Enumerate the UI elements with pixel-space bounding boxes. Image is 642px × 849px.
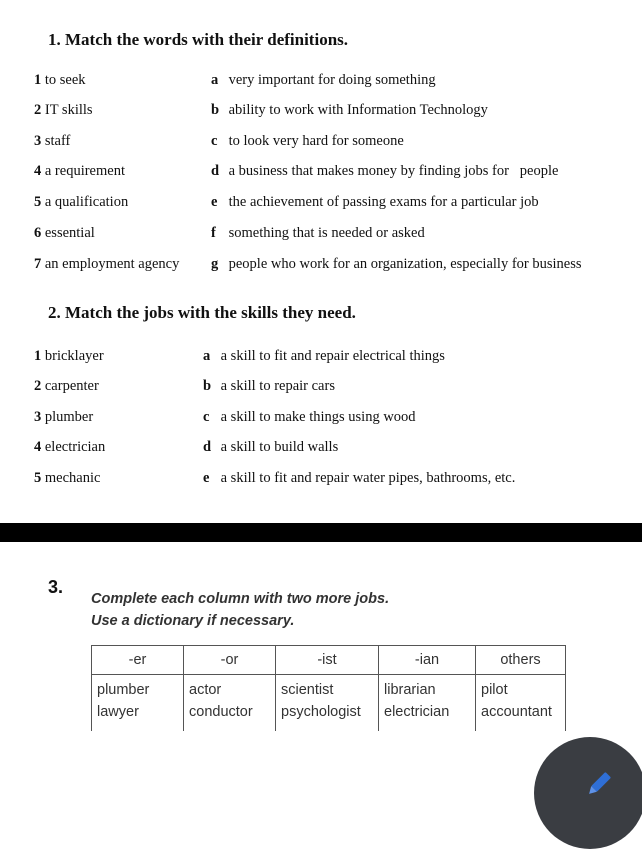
match-row: 2 IT skills b ability to work with Information Technology bbox=[34, 102, 488, 118]
match-row: 4 electrician d a skill to build walls bbox=[34, 439, 339, 455]
table-cell: plumber lawyer bbox=[92, 675, 184, 732]
table-cell: librarian electrician bbox=[379, 675, 476, 732]
section3-number: 3. bbox=[48, 577, 64, 597]
match-row: 3 staff c to look very hard for someone bbox=[34, 133, 404, 149]
section2-heading: 2. Match the jobs with the skills they need. bbox=[48, 303, 356, 322]
column-header: -ian bbox=[379, 646, 476, 675]
table-cell: actor conductor bbox=[184, 675, 276, 732]
section1-heading: 1. Match the words with their definitions. bbox=[48, 30, 349, 49]
match-row: 7 an employment agency g people who work for an organization, especially for business bbox=[34, 256, 582, 272]
table-cell: pilot accountant bbox=[476, 675, 566, 732]
match-row: 3 plumber c a skill to make things using wood bbox=[34, 409, 416, 425]
match-row: 5 mechanic e a skill to fit and repair water pipes, bathrooms, etc. bbox=[34, 470, 516, 486]
page-divider bbox=[0, 523, 642, 542]
column-header: -or bbox=[184, 646, 276, 675]
section3-instruction-1: Complete each column with two more jobs. bbox=[91, 591, 390, 607]
match-row: 1 bricklayer a a skill to fit and repair electrical things bbox=[34, 348, 445, 364]
match-row: 6 essential f something that is needed or asked bbox=[34, 225, 425, 241]
column-header: -ist bbox=[276, 646, 379, 675]
column-header: -er bbox=[92, 646, 184, 675]
table-cell: scientist psychologist bbox=[276, 675, 379, 732]
match-row: 5 a qualification e the achievement of passing exams for a particular job bbox=[34, 194, 539, 210]
match-row: 4 a requirement d a business that makes money by finding jobs for people bbox=[34, 163, 559, 179]
match-row: 2 carpenter b a skill to repair cars bbox=[34, 378, 335, 394]
pencil-icon bbox=[584, 769, 614, 799]
match-row: 1 to seek a very important for doing something bbox=[34, 72, 436, 88]
edit-fab-button[interactable] bbox=[534, 737, 642, 849]
column-header: others bbox=[476, 646, 566, 675]
jobs-table bbox=[91, 645, 566, 731]
section3-instruction-2: Use a dictionary if necessary. bbox=[91, 613, 295, 629]
